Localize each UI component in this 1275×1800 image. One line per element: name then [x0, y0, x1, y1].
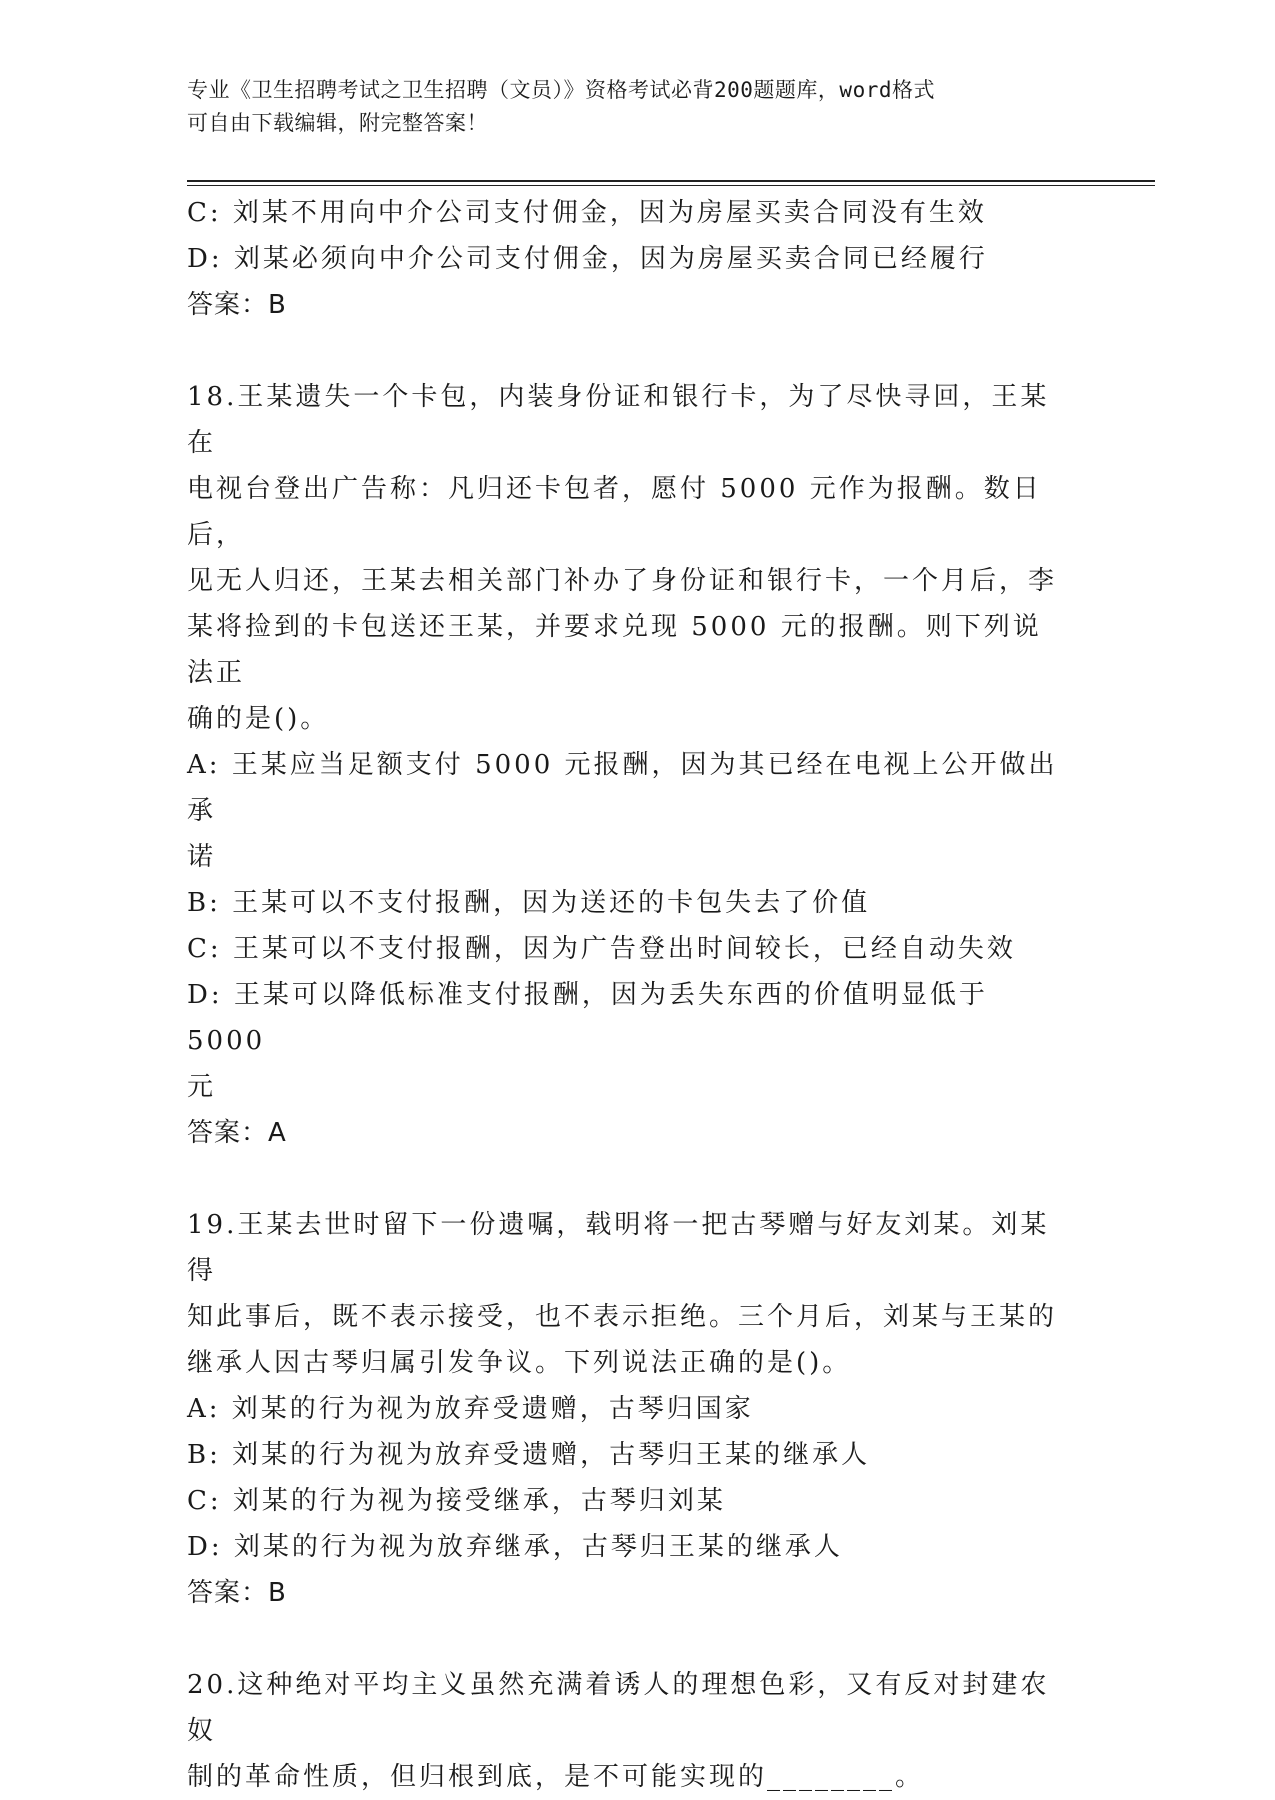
q18-option-a-cont: 诺 — [187, 842, 217, 872]
q18-option-d-cont: 元 — [187, 1072, 217, 1102]
q19-option-c: C: 刘某的行为视为接受继承，古琴归刘某 — [187, 1486, 726, 1516]
q18-stem-line: 确的是()。 — [187, 704, 330, 734]
q19-option-a: A: 刘某的行为视为放弃受遗赠，古琴归国家 — [187, 1394, 754, 1424]
q18-option-c: C: 王某可以不支付报酬，因为广告登出时间较长，已经自动失效 — [187, 934, 1016, 964]
q20-stem-line: 20.这种绝对平均主义虽然充满着诱人的理想色彩，又有反对封建农奴 — [187, 1670, 1050, 1746]
document-body — [187, 190, 1067, 1800]
q19-answer: 答案：B — [187, 1578, 287, 1608]
header-title-line-1: 专业《卫生招聘考试之卫生招聘（文员）》资格考试必背200题题库，word格式 — [187, 78, 935, 102]
header-title-line-2: 可自由下载编辑，附完整答案！ — [187, 111, 488, 135]
q20-stem-line: 制的革命性质，但归根到底，是不可能实现的________。 — [187, 1762, 925, 1792]
header-divider-thick — [187, 180, 1155, 182]
q17-option-c: C: 刘某不用向中介公司支付佣金，因为房屋买卖合同没有生效 — [187, 198, 987, 228]
document-header — [187, 74, 1067, 140]
q19-option-b: B: 刘某的行为视为放弃受遗赠，古琴归王某的继承人 — [187, 1440, 871, 1470]
q17-answer: 答案：B — [187, 290, 287, 320]
q17-option-d: D: 刘某必须向中介公司支付佣金，因为房屋买卖合同已经履行 — [187, 244, 988, 274]
q18-option-d: D: 王某可以降低标准支付报酬，因为丢失东西的价值明显低于 5000 — [187, 980, 1000, 1056]
q19-option-d: D: 刘某的行为视为放弃继承，古琴归王某的继承人 — [187, 1532, 843, 1562]
header-divider-thin — [187, 185, 1155, 186]
q18-stem-line: 见无人归还，王某去相关部门补办了身份证和银行卡，一个月后，李 — [187, 566, 1058, 596]
q19-stem-line: 19.王某去世时留下一份遗嘱，载明将一把古琴赠与好友刘某。刘某得 — [187, 1210, 1050, 1286]
q18-stem-line: 电视台登出广告称：凡归还卡包者，愿付 5000 元作为报酬。数日后， — [187, 474, 1042, 550]
q18-stem-line: 某将捡到的卡包送还王某，并要求兑现 5000 元的报酬。则下列说法正 — [187, 612, 1042, 688]
q19-stem-line: 知此事后，既不表示接受，也不表示拒绝。三个月后，刘某与王某的 — [187, 1302, 1058, 1332]
q18-option-b: B: 王某可以不支付报酬，因为送还的卡包失去了价值 — [187, 888, 871, 918]
q19-stem-line: 继承人因古琴归属引发争议。下列说法正确的是()。 — [187, 1348, 852, 1378]
q18-option-a: A: 王某应当足额支付 5000 元报酬，因为其已经在电视上公开做出承 — [187, 750, 1058, 826]
q18-stem-line: 18.王某遗失一个卡包，内装身份证和银行卡，为了尽快寻回，王某在 — [187, 382, 1050, 458]
q18-answer: 答案：A — [187, 1118, 287, 1148]
